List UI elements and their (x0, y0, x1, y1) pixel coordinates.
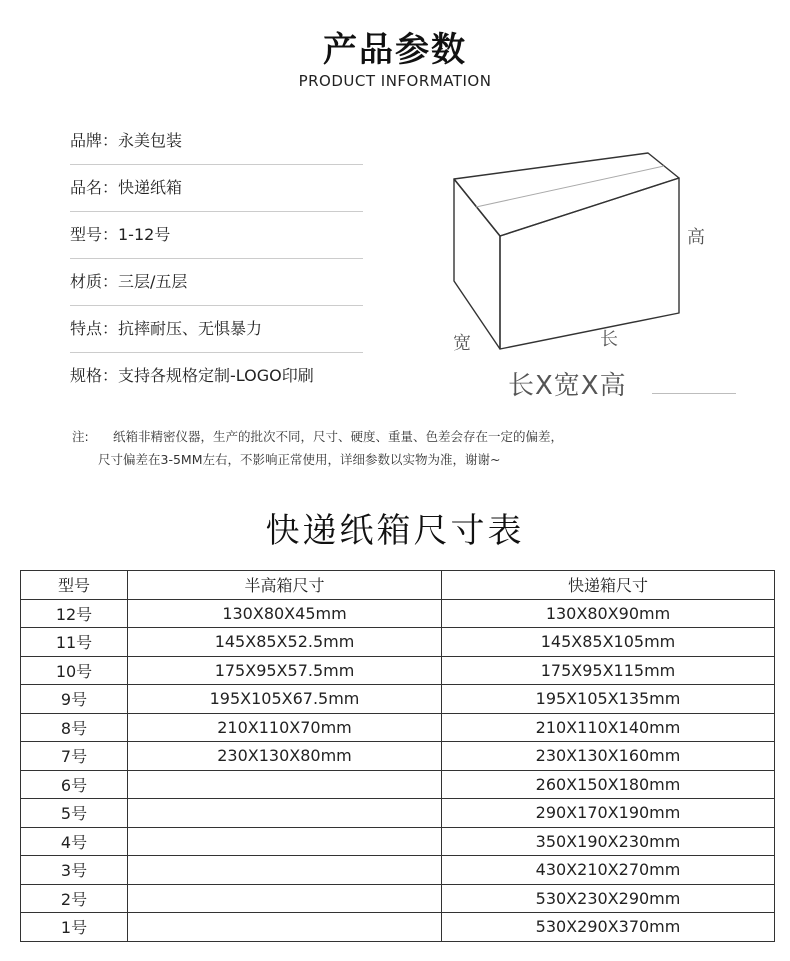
cell-model: 9号 (21, 685, 128, 714)
cell-model: 6号 (21, 770, 128, 799)
formula-underline (652, 393, 736, 394)
cell-express: 210X110X140mm (442, 713, 775, 742)
table-row (21, 628, 775, 657)
cell-half-height: 130X80X45mm (128, 599, 442, 628)
cell-half-height (128, 856, 442, 885)
spec-list (70, 118, 363, 399)
note-label: 注: (72, 429, 89, 444)
spec-model: 型号：1-12号 (70, 212, 363, 259)
cell-half-height (128, 799, 442, 828)
size-table-title: 快递纸箱尺寸表 (265, 511, 525, 551)
dimension-formula: 长X宽X高 (508, 371, 627, 401)
table-row (21, 656, 775, 685)
table-row (21, 884, 775, 913)
cell-express: 230X130X160mm (442, 742, 775, 771)
table-row (21, 713, 775, 742)
box-top-face (454, 153, 679, 236)
cell-express: 350X190X230mm (442, 827, 775, 856)
table-row (21, 827, 775, 856)
cell-express: 195X105X135mm (442, 685, 775, 714)
cell-half-height: 195X105X67.5mm (128, 685, 442, 714)
table-row (21, 742, 775, 771)
cell-model: 3号 (21, 856, 128, 885)
cell-half-height (128, 884, 442, 913)
height-label: 高 (687, 227, 705, 248)
cell-express: 260X150X180mm (442, 770, 775, 799)
cell-express: 530X290X370mm (442, 913, 775, 942)
width-label: 宽 (453, 333, 471, 354)
table-row (21, 799, 775, 828)
spec-brand: 品牌：永美包装 (70, 118, 363, 165)
cell-half-height: 230X130X80mm (128, 742, 442, 771)
cell-half-height (128, 827, 442, 856)
box-diagram (440, 150, 740, 365)
cell-model: 12号 (21, 599, 128, 628)
cell-half-height: 175X95X57.5mm (128, 656, 442, 685)
cell-model: 2号 (21, 884, 128, 913)
cell-model: 11号 (21, 628, 128, 657)
spec-specification: 规格：支持各规格定制-LOGO印刷 (70, 366, 314, 385)
size-table (20, 570, 775, 942)
table-row (21, 856, 775, 885)
cell-model: 8号 (21, 713, 128, 742)
spec-material: 材质：三层/五层 (70, 259, 363, 306)
cell-model: 7号 (21, 742, 128, 771)
header-model: 型号 (21, 571, 128, 600)
table-row (21, 913, 775, 942)
cell-express: 175X95X115mm (442, 656, 775, 685)
note-line-1: 纸箱非精密仪器，生产的批次不同，尺寸、硬度、重量、色差会存在一定的偏差， (113, 429, 564, 444)
table-row (21, 685, 775, 714)
page-subtitle: PRODUCT INFORMATION (298, 72, 492, 90)
header-express-box: 快递箱尺寸 (442, 571, 775, 600)
cell-express: 430X210X270mm (442, 856, 775, 885)
cell-express: 130X80X90mm (442, 599, 775, 628)
table-header-row (21, 571, 775, 600)
cell-express: 145X85X105mm (442, 628, 775, 657)
table-row (21, 770, 775, 799)
box-front-face (500, 178, 679, 349)
header-half-height-box: 半高箱尺寸 (128, 571, 442, 600)
spec-features: 特点：抗摔耐压、无惧暴力 (70, 306, 363, 353)
cell-model: 5号 (21, 799, 128, 828)
table-row (21, 599, 775, 628)
cell-model: 4号 (21, 827, 128, 856)
cell-express: 290X170X190mm (442, 799, 775, 828)
cell-half-height: 145X85X52.5mm (128, 628, 442, 657)
length-label: 长 (600, 329, 618, 350)
cell-model: 10号 (21, 656, 128, 685)
cell-express: 530X230X290mm (442, 884, 775, 913)
cell-half-height (128, 770, 442, 799)
spec-product-name: 品名：快递纸箱 (70, 165, 363, 212)
box-side-face (454, 179, 500, 349)
cell-half-height (128, 913, 442, 942)
cell-half-height: 210X110X70mm (128, 713, 442, 742)
page-title: 产品参数 (323, 30, 467, 70)
cell-model: 1号 (21, 913, 128, 942)
note-line-2: 尺寸偏差在3-5MM左右，不影响正常使用，详细参数以实物为准，谢谢~ (98, 452, 501, 467)
